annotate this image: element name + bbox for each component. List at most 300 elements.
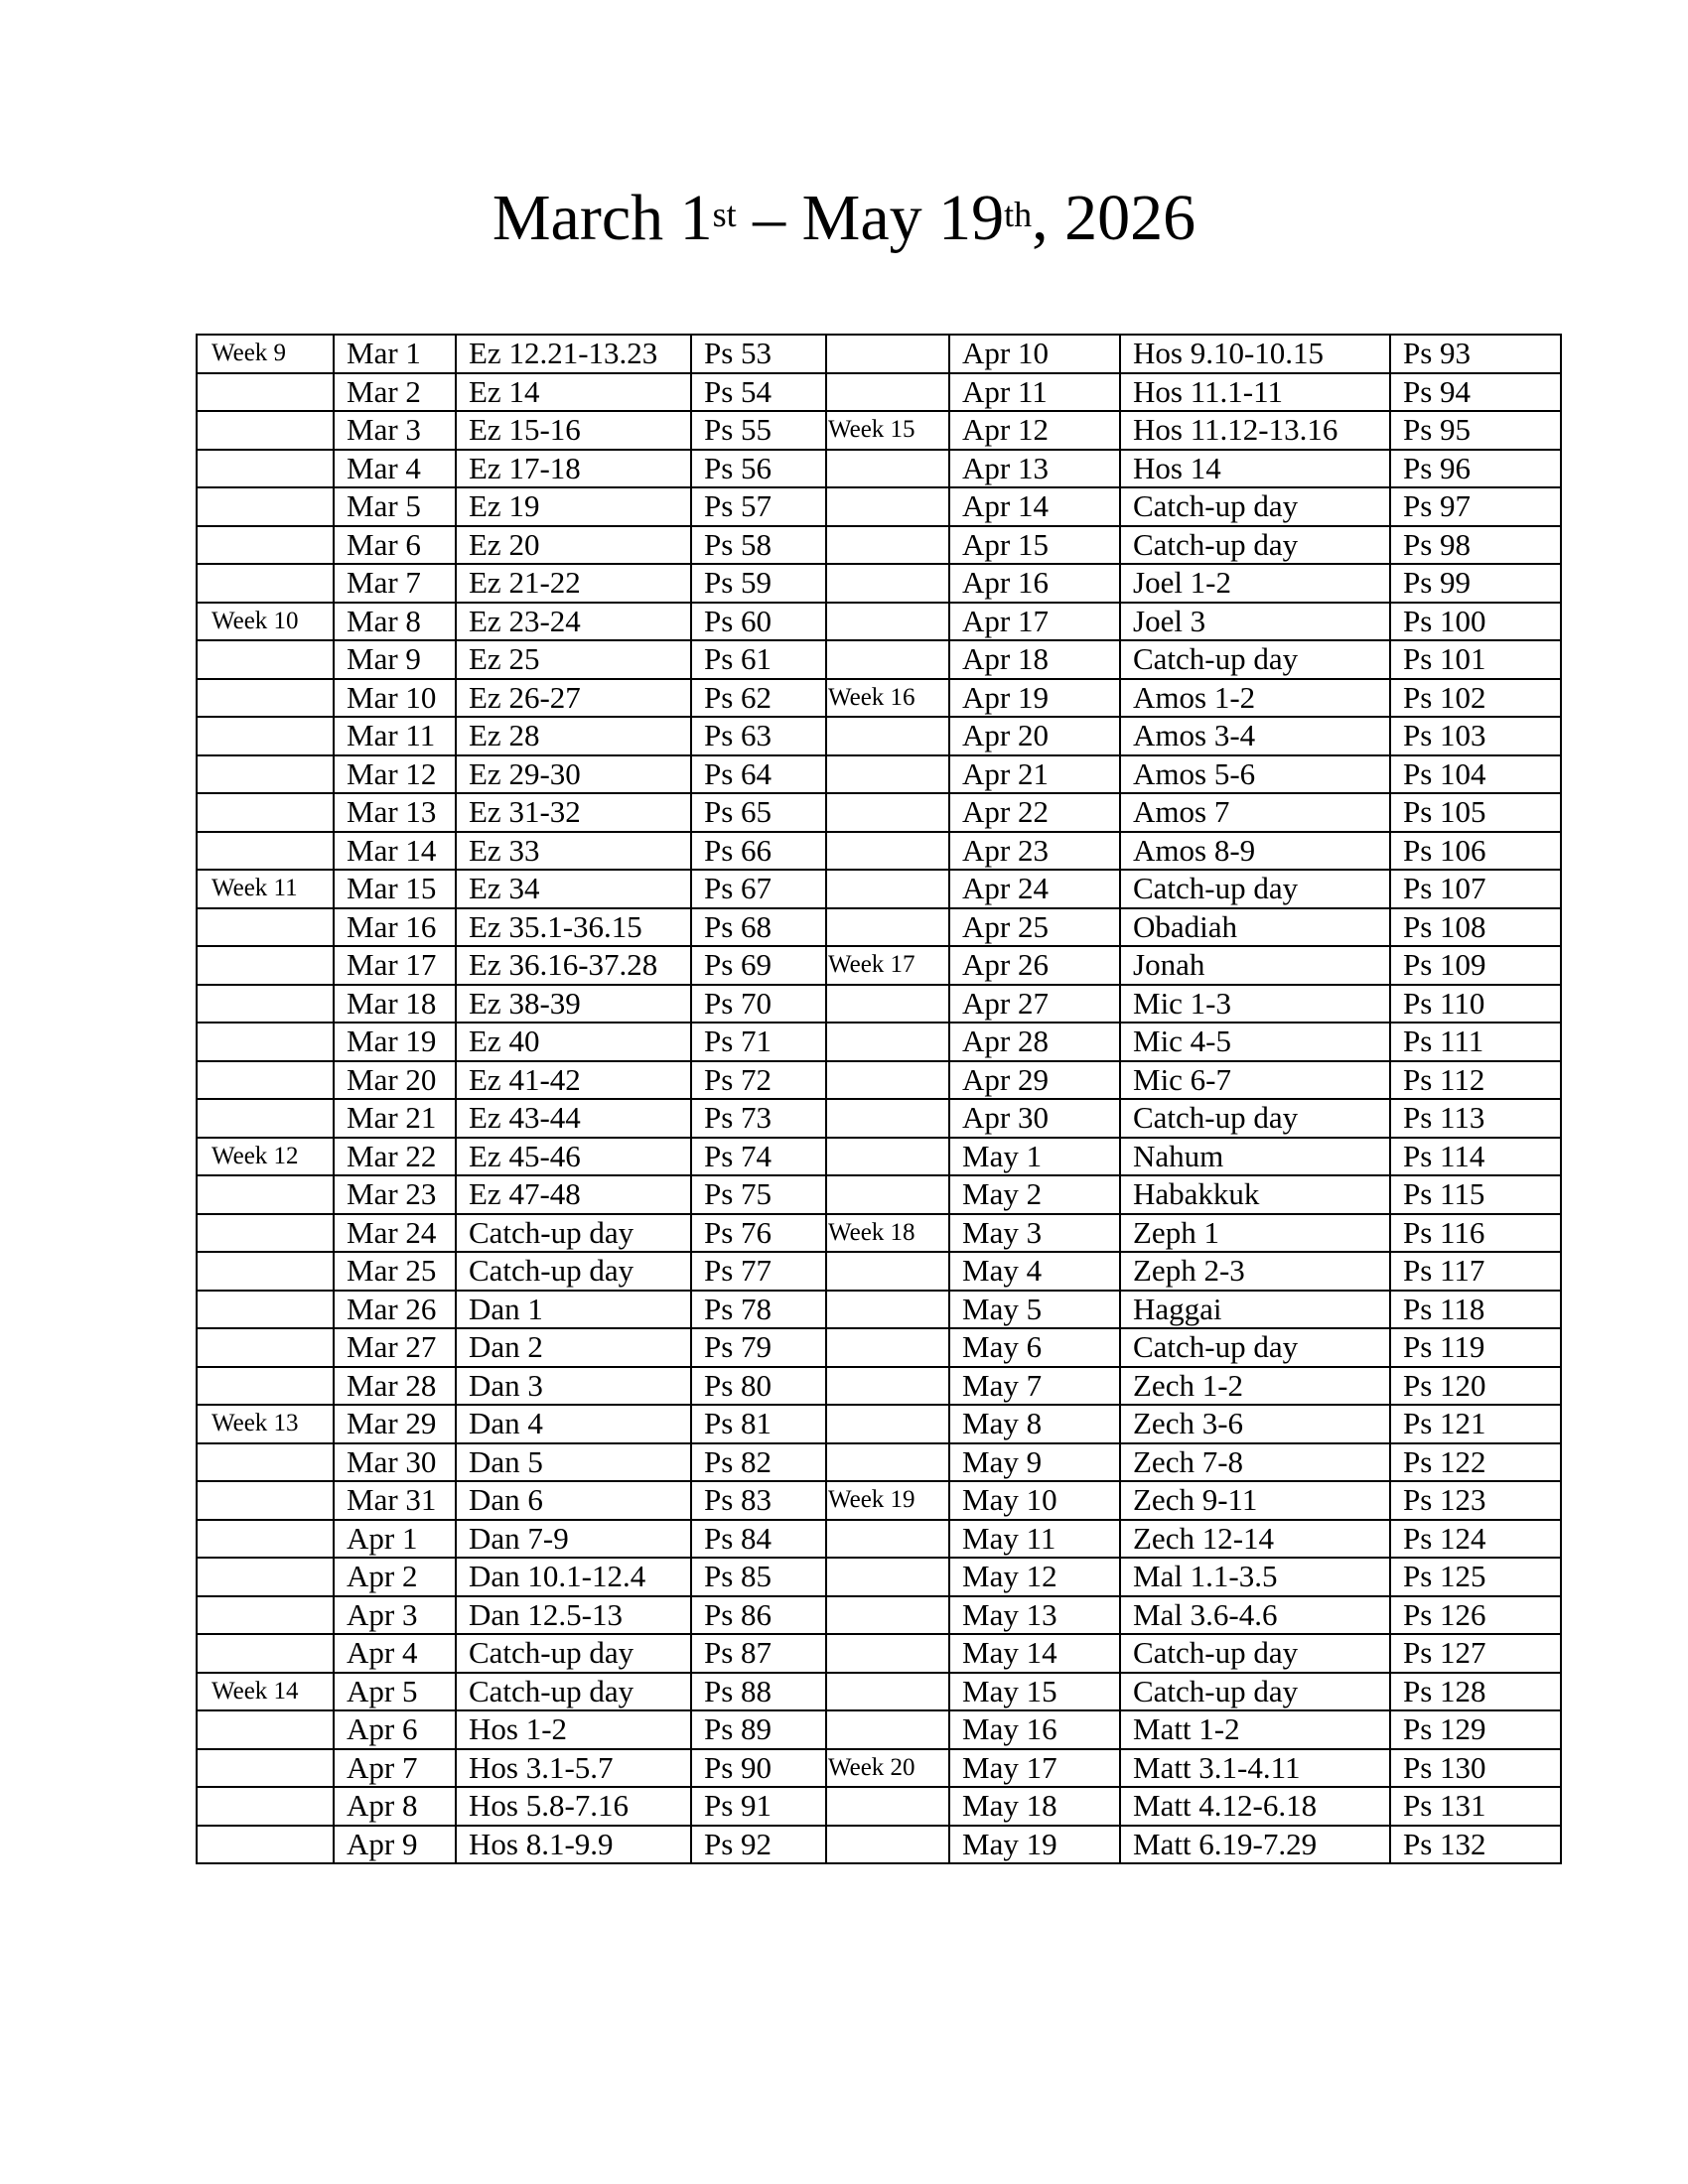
right-reading-cell: Catch-up day (1120, 526, 1390, 565)
left-date-cell: Apr 7 (334, 1749, 456, 1788)
right-reading-cell: Catch-up day (1120, 1099, 1390, 1138)
right-date-cell: Apr 11 (949, 373, 1120, 412)
table-row (197, 373, 1561, 412)
right-date-cell: May 3 (949, 1214, 1120, 1253)
left-week-cell: Week 11 (197, 870, 334, 908)
left-reading-cell: Ez 25 (456, 640, 691, 679)
right-week-cell (826, 1558, 949, 1596)
right-week-cell (826, 1367, 949, 1406)
right-week-cell (826, 1291, 949, 1329)
table-row (197, 1596, 1561, 1635)
right-reading-cell: Hos 14 (1120, 450, 1390, 488)
right-reading-cell: Mal 1.1-3.5 (1120, 1558, 1390, 1596)
left-psalm-cell: Ps 87 (691, 1634, 826, 1673)
right-psalm-cell: Ps 120 (1390, 1367, 1561, 1406)
right-reading-cell: Amos 3-4 (1120, 717, 1390, 755)
right-date-cell: May 17 (949, 1749, 1120, 1788)
left-week-cell (197, 1061, 334, 1100)
right-psalm-cell: Ps 109 (1390, 946, 1561, 985)
table-row (197, 1634, 1561, 1673)
left-reading-cell: Ez 20 (456, 526, 691, 565)
right-reading-cell: Habakkuk (1120, 1175, 1390, 1214)
left-reading-cell: Hos 1-2 (456, 1710, 691, 1749)
right-date-cell: Apr 30 (949, 1099, 1120, 1138)
left-date-cell: Mar 3 (334, 411, 456, 450)
left-reading-cell: Catch-up day (456, 1214, 691, 1253)
left-reading-cell: Ez 19 (456, 487, 691, 526)
left-psalm-cell: Ps 79 (691, 1328, 826, 1367)
left-psalm-cell: Ps 78 (691, 1291, 826, 1329)
right-date-cell: Apr 13 (949, 450, 1120, 488)
table-row (197, 1826, 1561, 1864)
left-week-cell (197, 1099, 334, 1138)
right-date-cell: May 15 (949, 1673, 1120, 1711)
left-reading-cell: Catch-up day (456, 1673, 691, 1711)
right-week-cell (826, 1520, 949, 1559)
left-date-cell: Mar 6 (334, 526, 456, 565)
right-reading-cell: Obadiah (1120, 908, 1390, 947)
right-psalm-cell: Ps 100 (1390, 603, 1561, 641)
left-date-cell: Apr 5 (334, 1673, 456, 1711)
right-week-cell (826, 1443, 949, 1482)
right-reading-cell: Zeph 2-3 (1120, 1252, 1390, 1291)
left-date-cell: Apr 3 (334, 1596, 456, 1635)
right-date-cell: May 9 (949, 1443, 1120, 1482)
table-row (197, 526, 1561, 565)
table-row (197, 603, 1561, 641)
left-week-cell (197, 1214, 334, 1253)
left-reading-cell: Ez 17-18 (456, 450, 691, 488)
left-reading-cell: Ez 33 (456, 832, 691, 871)
left-reading-cell: Ez 12.21-13.23 (456, 335, 691, 373)
right-psalm-cell: Ps 132 (1390, 1826, 1561, 1864)
left-week-cell: Week 13 (197, 1405, 334, 1443)
right-week-cell: Week 15 (826, 411, 949, 450)
left-date-cell: Mar 18 (334, 985, 456, 1024)
left-psalm-cell: Ps 70 (691, 985, 826, 1024)
left-week-cell: Week 10 (197, 603, 334, 641)
right-week-cell (826, 1634, 949, 1673)
right-week-cell (826, 755, 949, 794)
left-reading-cell: Dan 7-9 (456, 1520, 691, 1559)
right-reading-cell: Catch-up day (1120, 1328, 1390, 1367)
left-date-cell: Apr 2 (334, 1558, 456, 1596)
table-row (197, 946, 1561, 985)
left-reading-cell: Dan 4 (456, 1405, 691, 1443)
left-reading-cell: Ez 45-46 (456, 1138, 691, 1176)
right-reading-cell: Mic 1-3 (1120, 985, 1390, 1024)
right-psalm-cell: Ps 118 (1390, 1291, 1561, 1329)
left-date-cell: Mar 1 (334, 335, 456, 373)
left-week-cell (197, 1023, 334, 1061)
table-row (197, 450, 1561, 488)
title-part: , 2026 (1032, 182, 1196, 254)
right-reading-cell: Hos 11.12-13.16 (1120, 411, 1390, 450)
right-date-cell: May 12 (949, 1558, 1120, 1596)
right-date-cell: May 7 (949, 1367, 1120, 1406)
left-date-cell: Mar 21 (334, 1099, 456, 1138)
left-date-cell: Mar 4 (334, 450, 456, 488)
left-week-cell (197, 908, 334, 947)
right-psalm-cell: Ps 99 (1390, 564, 1561, 603)
left-reading-cell: Ez 29-30 (456, 755, 691, 794)
left-psalm-cell: Ps 77 (691, 1252, 826, 1291)
left-week-cell (197, 1826, 334, 1864)
right-date-cell: May 10 (949, 1481, 1120, 1520)
right-psalm-cell: Ps 113 (1390, 1099, 1561, 1138)
right-psalm-cell: Ps 94 (1390, 373, 1561, 412)
right-date-cell: Apr 28 (949, 1023, 1120, 1061)
right-week-cell (826, 564, 949, 603)
left-reading-cell: Ez 21-22 (456, 564, 691, 603)
right-week-cell (826, 526, 949, 565)
right-week-cell (826, 1252, 949, 1291)
page-title (0, 179, 1688, 258)
left-date-cell: Apr 8 (334, 1787, 456, 1826)
left-date-cell: Mar 29 (334, 1405, 456, 1443)
right-week-cell (826, 717, 949, 755)
right-week-cell (826, 450, 949, 488)
left-reading-cell: Ez 26-27 (456, 679, 691, 718)
left-psalm-cell: Ps 75 (691, 1175, 826, 1214)
left-reading-cell: Catch-up day (456, 1252, 691, 1291)
right-psalm-cell: Ps 121 (1390, 1405, 1561, 1443)
right-week-cell: Week 16 (826, 679, 949, 718)
left-psalm-cell: Ps 86 (691, 1596, 826, 1635)
right-psalm-cell: Ps 107 (1390, 870, 1561, 908)
left-week-cell (197, 526, 334, 565)
right-psalm-cell: Ps 130 (1390, 1749, 1561, 1788)
right-reading-cell: Zeph 1 (1120, 1214, 1390, 1253)
table-row (197, 1175, 1561, 1214)
right-week-cell (826, 1826, 949, 1864)
left-date-cell: Mar 8 (334, 603, 456, 641)
right-week-cell (826, 1787, 949, 1826)
table-row (197, 985, 1561, 1024)
right-date-cell: May 5 (949, 1291, 1120, 1329)
right-date-cell: Apr 24 (949, 870, 1120, 908)
left-date-cell: Mar 19 (334, 1023, 456, 1061)
right-date-cell: May 16 (949, 1710, 1120, 1749)
right-psalm-cell: Ps 108 (1390, 908, 1561, 947)
right-date-cell: Apr 20 (949, 717, 1120, 755)
right-reading-cell: Matt 4.12-6.18 (1120, 1787, 1390, 1826)
right-week-cell (826, 1328, 949, 1367)
right-reading-cell: Haggai (1120, 1291, 1390, 1329)
left-psalm-cell: Ps 64 (691, 755, 826, 794)
left-week-cell (197, 564, 334, 603)
right-week-cell: Week 17 (826, 946, 949, 985)
table-row (197, 335, 1561, 373)
right-reading-cell: Catch-up day (1120, 640, 1390, 679)
right-reading-cell: Catch-up day (1120, 1673, 1390, 1711)
left-date-cell: Apr 4 (334, 1634, 456, 1673)
left-psalm-cell: Ps 60 (691, 603, 826, 641)
right-reading-cell: Joel 1-2 (1120, 564, 1390, 603)
table-row (197, 487, 1561, 526)
right-psalm-cell: Ps 123 (1390, 1481, 1561, 1520)
right-week-cell (826, 1175, 949, 1214)
title-part: March 1 (492, 182, 713, 254)
right-date-cell: Apr 14 (949, 487, 1120, 526)
left-date-cell: Mar 26 (334, 1291, 456, 1329)
title-part: – May 19 (736, 182, 1005, 254)
table-row (197, 1481, 1561, 1520)
right-reading-cell: Nahum (1120, 1138, 1390, 1176)
left-week-cell (197, 1520, 334, 1559)
right-week-cell (826, 1061, 949, 1100)
left-psalm-cell: Ps 81 (691, 1405, 826, 1443)
right-psalm-cell: Ps 116 (1390, 1214, 1561, 1253)
right-psalm-cell: Ps 128 (1390, 1673, 1561, 1711)
left-psalm-cell: Ps 62 (691, 679, 826, 718)
left-reading-cell: Dan 1 (456, 1291, 691, 1329)
right-week-cell (826, 1673, 949, 1711)
left-week-cell (197, 1596, 334, 1635)
left-week-cell: Week 14 (197, 1673, 334, 1711)
right-week-cell (826, 985, 949, 1024)
right-reading-cell: Mic 4-5 (1120, 1023, 1390, 1061)
table-row (197, 1328, 1561, 1367)
left-psalm-cell: Ps 80 (691, 1367, 826, 1406)
left-date-cell: Mar 22 (334, 1138, 456, 1176)
table-row (197, 717, 1561, 755)
right-week-cell (826, 1023, 949, 1061)
right-week-cell (826, 870, 949, 908)
right-reading-cell: Jonah (1120, 946, 1390, 985)
right-reading-cell: Amos 8-9 (1120, 832, 1390, 871)
right-reading-cell: Zech 12-14 (1120, 1520, 1390, 1559)
right-date-cell: May 1 (949, 1138, 1120, 1176)
reading-schedule-table (196, 334, 1562, 1864)
left-psalm-cell: Ps 74 (691, 1138, 826, 1176)
right-week-cell (826, 832, 949, 871)
left-week-cell (197, 717, 334, 755)
left-psalm-cell: Ps 76 (691, 1214, 826, 1253)
right-date-cell: May 8 (949, 1405, 1120, 1443)
table-row (197, 1252, 1561, 1291)
right-psalm-cell: Ps 106 (1390, 832, 1561, 871)
left-psalm-cell: Ps 92 (691, 1826, 826, 1864)
right-reading-cell: Amos 7 (1120, 793, 1390, 832)
table-row (197, 1138, 1561, 1176)
left-week-cell (197, 679, 334, 718)
right-date-cell: Apr 27 (949, 985, 1120, 1024)
left-reading-cell: Ez 43-44 (456, 1099, 691, 1138)
left-reading-cell: Ez 40 (456, 1023, 691, 1061)
left-date-cell: Mar 10 (334, 679, 456, 718)
left-psalm-cell: Ps 58 (691, 526, 826, 565)
table-row (197, 1749, 1561, 1788)
left-date-cell: Mar 11 (334, 717, 456, 755)
table-row (197, 411, 1561, 450)
right-week-cell (826, 335, 949, 373)
right-week-cell (826, 603, 949, 641)
left-psalm-cell: Ps 69 (691, 946, 826, 985)
left-reading-cell: Ez 35.1-36.15 (456, 908, 691, 947)
left-reading-cell: Ez 28 (456, 717, 691, 755)
left-psalm-cell: Ps 66 (691, 832, 826, 871)
right-reading-cell: Mal 3.6-4.6 (1120, 1596, 1390, 1635)
left-date-cell: Mar 17 (334, 946, 456, 985)
right-date-cell: Apr 22 (949, 793, 1120, 832)
left-week-cell (197, 1634, 334, 1673)
left-week-cell: Week 9 (197, 335, 334, 373)
left-psalm-cell: Ps 91 (691, 1787, 826, 1826)
left-reading-cell: Ez 47-48 (456, 1175, 691, 1214)
left-reading-cell: Ez 23-24 (456, 603, 691, 641)
table-row (197, 1291, 1561, 1329)
table-row (197, 1787, 1561, 1826)
left-date-cell: Mar 12 (334, 755, 456, 794)
left-reading-cell: Dan 2 (456, 1328, 691, 1367)
left-date-cell: Mar 27 (334, 1328, 456, 1367)
left-week-cell (197, 1328, 334, 1367)
right-date-cell: Apr 19 (949, 679, 1120, 718)
table-row (197, 564, 1561, 603)
left-date-cell: Mar 14 (334, 832, 456, 871)
right-date-cell: May 6 (949, 1328, 1120, 1367)
right-date-cell: May 13 (949, 1596, 1120, 1635)
left-psalm-cell: Ps 56 (691, 450, 826, 488)
left-psalm-cell: Ps 89 (691, 1710, 826, 1749)
table-row (197, 1061, 1561, 1100)
right-date-cell: May 14 (949, 1634, 1120, 1673)
left-date-cell: Apr 6 (334, 1710, 456, 1749)
right-psalm-cell: Ps 101 (1390, 640, 1561, 679)
left-psalm-cell: Ps 54 (691, 373, 826, 412)
left-date-cell: Mar 2 (334, 373, 456, 412)
right-reading-cell: Catch-up day (1120, 1634, 1390, 1673)
right-week-cell (826, 640, 949, 679)
right-reading-cell: Hos 9.10-10.15 (1120, 335, 1390, 373)
title-superscript: th (1004, 195, 1033, 234)
table-row (197, 755, 1561, 794)
left-week-cell (197, 946, 334, 985)
left-date-cell: Mar 13 (334, 793, 456, 832)
left-reading-cell: Dan 3 (456, 1367, 691, 1406)
table-row (197, 1367, 1561, 1406)
left-week-cell (197, 793, 334, 832)
right-week-cell (826, 1596, 949, 1635)
left-date-cell: Apr 1 (334, 1520, 456, 1559)
right-psalm-cell: Ps 125 (1390, 1558, 1561, 1596)
right-reading-cell: Zech 3-6 (1120, 1405, 1390, 1443)
left-week-cell (197, 373, 334, 412)
left-psalm-cell: Ps 85 (691, 1558, 826, 1596)
right-reading-cell: Joel 3 (1120, 603, 1390, 641)
right-psalm-cell: Ps 103 (1390, 717, 1561, 755)
right-psalm-cell: Ps 112 (1390, 1061, 1561, 1100)
right-date-cell: Apr 21 (949, 755, 1120, 794)
right-reading-cell: Matt 6.19-7.29 (1120, 1826, 1390, 1864)
right-psalm-cell: Ps 114 (1390, 1138, 1561, 1176)
right-date-cell: May 2 (949, 1175, 1120, 1214)
right-reading-cell: Matt 3.1-4.11 (1120, 1749, 1390, 1788)
left-week-cell (197, 1367, 334, 1406)
right-week-cell (826, 1710, 949, 1749)
right-week-cell: Week 18 (826, 1214, 949, 1253)
left-psalm-cell: Ps 63 (691, 717, 826, 755)
table-row (197, 1710, 1561, 1749)
left-reading-cell: Ez 14 (456, 373, 691, 412)
left-psalm-cell: Ps 65 (691, 793, 826, 832)
right-psalm-cell: Ps 127 (1390, 1634, 1561, 1673)
left-psalm-cell: Ps 84 (691, 1520, 826, 1559)
right-week-cell (826, 487, 949, 526)
right-psalm-cell: Ps 131 (1390, 1787, 1561, 1826)
right-week-cell (826, 908, 949, 947)
left-psalm-cell: Ps 83 (691, 1481, 826, 1520)
right-date-cell: Apr 25 (949, 908, 1120, 947)
left-week-cell (197, 755, 334, 794)
left-reading-cell: Dan 6 (456, 1481, 691, 1520)
title-superscript: st (712, 195, 737, 234)
right-date-cell: Apr 10 (949, 335, 1120, 373)
table-row (197, 1099, 1561, 1138)
right-date-cell: May 18 (949, 1787, 1120, 1826)
right-reading-cell: Matt 1-2 (1120, 1710, 1390, 1749)
right-reading-cell: Amos 1-2 (1120, 679, 1390, 718)
left-date-cell: Mar 9 (334, 640, 456, 679)
right-psalm-cell: Ps 102 (1390, 679, 1561, 718)
left-week-cell (197, 450, 334, 488)
right-psalm-cell: Ps 105 (1390, 793, 1561, 832)
right-week-cell (826, 1099, 949, 1138)
right-date-cell: May 4 (949, 1252, 1120, 1291)
left-psalm-cell: Ps 82 (691, 1443, 826, 1482)
left-psalm-cell: Ps 67 (691, 870, 826, 908)
right-week-cell (826, 373, 949, 412)
left-date-cell: Mar 24 (334, 1214, 456, 1253)
left-psalm-cell: Ps 57 (691, 487, 826, 526)
left-week-cell (197, 1175, 334, 1214)
left-date-cell: Mar 7 (334, 564, 456, 603)
left-week-cell (197, 1710, 334, 1749)
left-psalm-cell: Ps 68 (691, 908, 826, 947)
left-date-cell: Mar 28 (334, 1367, 456, 1406)
left-date-cell: Mar 25 (334, 1252, 456, 1291)
left-reading-cell: Hos 5.8-7.16 (456, 1787, 691, 1826)
table-row (197, 793, 1561, 832)
left-week-cell (197, 1252, 334, 1291)
left-reading-cell: Catch-up day (456, 1634, 691, 1673)
left-date-cell: Apr 9 (334, 1826, 456, 1864)
left-week-cell (197, 1787, 334, 1826)
left-psalm-cell: Ps 72 (691, 1061, 826, 1100)
left-reading-cell: Hos 3.1-5.7 (456, 1749, 691, 1788)
left-date-cell: Mar 15 (334, 870, 456, 908)
left-psalm-cell: Ps 73 (691, 1099, 826, 1138)
right-psalm-cell: Ps 117 (1390, 1252, 1561, 1291)
left-psalm-cell: Ps 59 (691, 564, 826, 603)
right-week-cell (826, 793, 949, 832)
left-week-cell (197, 1291, 334, 1329)
table-row (197, 832, 1561, 871)
right-psalm-cell: Ps 111 (1390, 1023, 1561, 1061)
left-reading-cell: Hos 8.1-9.9 (456, 1826, 691, 1864)
left-week-cell (197, 1749, 334, 1788)
table-row (197, 1023, 1561, 1061)
left-date-cell: Mar 16 (334, 908, 456, 947)
table-row (197, 1673, 1561, 1711)
right-date-cell: Apr 26 (949, 946, 1120, 985)
right-reading-cell: Amos 5-6 (1120, 755, 1390, 794)
right-reading-cell: Catch-up day (1120, 870, 1390, 908)
right-reading-cell: Zech 7-8 (1120, 1443, 1390, 1482)
left-reading-cell: Ez 15-16 (456, 411, 691, 450)
left-psalm-cell: Ps 55 (691, 411, 826, 450)
